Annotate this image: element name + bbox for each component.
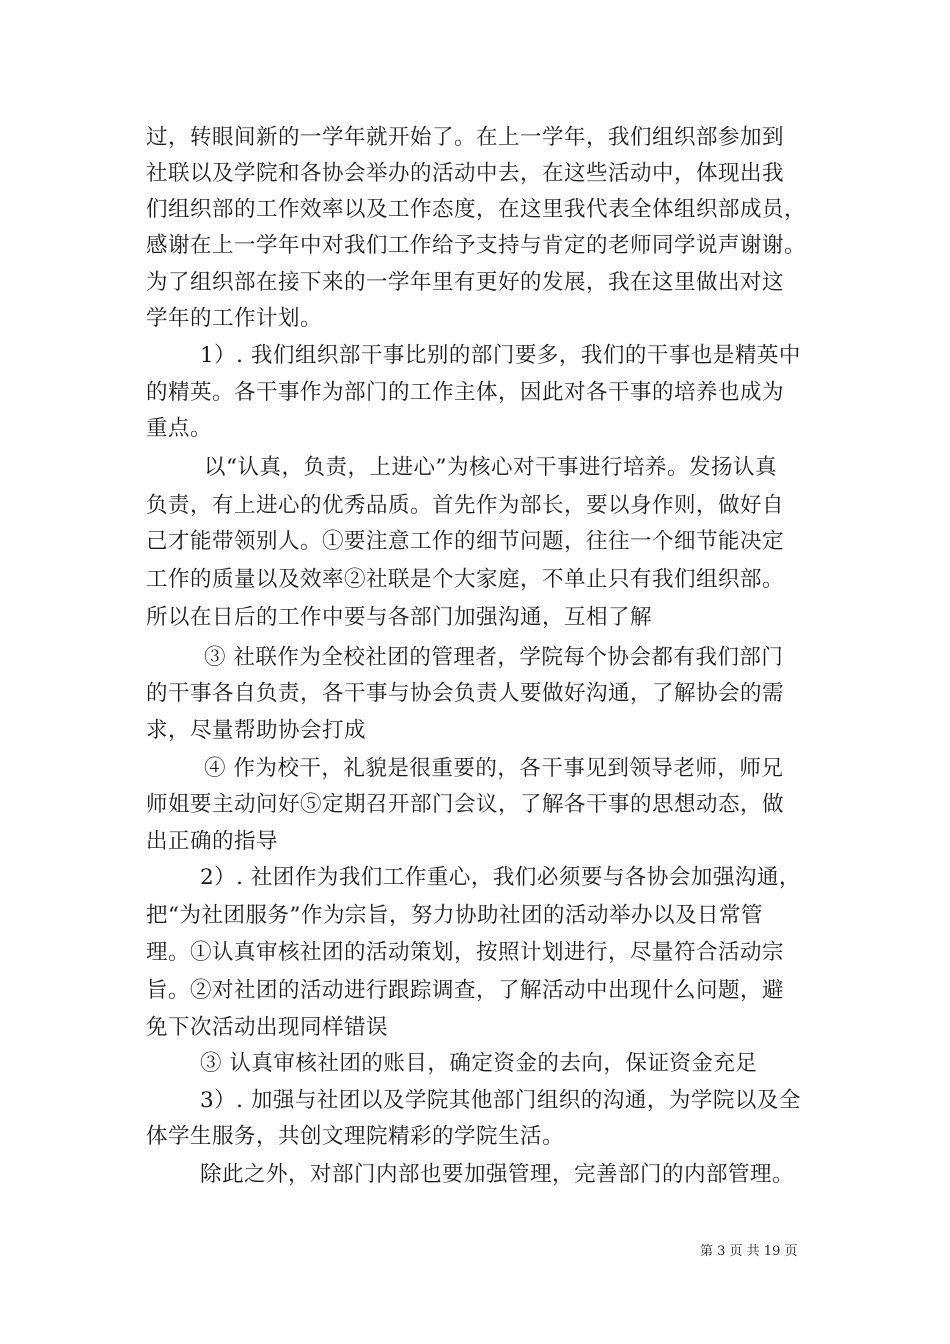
paragraph-line: 体学生服务，共创文理院精彩的学院生活。 bbox=[146, 1124, 565, 1149]
paragraph-line: 免下次活动出现同样错误 bbox=[146, 1015, 389, 1040]
paragraph-line: 师姐要主动问好⑤定期召开部门会议，了解各干事的思想动态，做 bbox=[146, 792, 785, 817]
paragraph-line: 1）. 我们组织部干事比别的部门要多，我们的干事也是精英中 bbox=[200, 343, 801, 368]
paragraph-line: 2）. 社团作为我们工作重心，我们必须要与各协会加强沟通， bbox=[200, 865, 801, 890]
paragraph-line: 工作的质量以及效率②社联是个大家庭，不单止只有我们组织部。 bbox=[146, 567, 785, 592]
paragraph-line: 学年的工作计划。 bbox=[146, 306, 323, 331]
paragraph-line: 旨。②对社团的活动进行跟踪调查，了解活动中出现什么问题，避 bbox=[146, 978, 785, 1003]
paragraph-line: 出正确的指导 bbox=[146, 829, 279, 854]
paragraph-line: 所以在日后的工作中要与各部门加强沟通，互相了解 bbox=[146, 605, 653, 630]
paragraph-line: 把“为社团服务”作为宗旨，努力协助社团的活动举办以及日常管 bbox=[146, 903, 763, 928]
paragraph-line: ③ 认真审核社团的账目，确定资金的去向，保证资金充足 bbox=[200, 1051, 758, 1076]
paragraph-line: 的精英。各干事作为部门的工作主体，因此对各干事的培养也成为 bbox=[146, 380, 785, 405]
paragraph-line: 为了组织部在接下来的一学年里有更好的发展，我在这里做出对这 bbox=[146, 270, 785, 295]
paragraph-line: ③ 社联作为全校社团的管理者，学院每个协会都有我们部门 bbox=[204, 645, 784, 670]
paragraph-line: 以“认真，负责，上进心”为核心对干事进行培养。发扬认真 bbox=[204, 455, 777, 480]
page-number: 第 3 页 共 19 页 bbox=[700, 1244, 798, 1259]
paragraph-line: 感谢在上一学年中对我们工作给予支持与肯定的老师同学说声谢谢。 bbox=[146, 233, 807, 258]
paragraph-line: 3）. 加强与社团以及学院其他部门组织的沟通，为学院以及全 bbox=[200, 1088, 801, 1113]
paragraph-line: 的干事各自负责，各干事与协会负责人要做好沟通，了解协会的需 bbox=[146, 681, 785, 706]
paragraph-line: 负责，有上进心的优秀品质。首先作为部长，要以身作则，做好自 bbox=[146, 493, 785, 518]
paragraph-line: 过，转眼间新的一学年就开始了。在上一学年，我们组织部参加到 bbox=[146, 125, 785, 150]
paragraph-line: 己才能带领别人。①要注意工作的细节问题，往往一个细节能决定 bbox=[146, 529, 785, 554]
paragraph-line: 理。①认真审核社团的活动策划，按照计划进行，尽量符合活动宗 bbox=[146, 940, 785, 965]
paragraph-line: 重点。 bbox=[146, 416, 213, 441]
paragraph-line: 除此之外，对部门内部也要加强管理，完善部门的内部管理。 bbox=[200, 1162, 795, 1187]
paragraph-line: 社联以及学院和各协会举办的活动中去，在这些活动中，体现出我 bbox=[146, 161, 785, 186]
paragraph-line: ④ 作为校干，礼貌是很重要的，各干事见到领导老师，师兄 bbox=[204, 756, 784, 781]
paragraph-line: 们组织部的工作效率以及工作态度，在这里我代表全体组织部成员， bbox=[146, 197, 807, 222]
paragraph-line: 求，尽量帮助协会打成 bbox=[146, 718, 367, 743]
